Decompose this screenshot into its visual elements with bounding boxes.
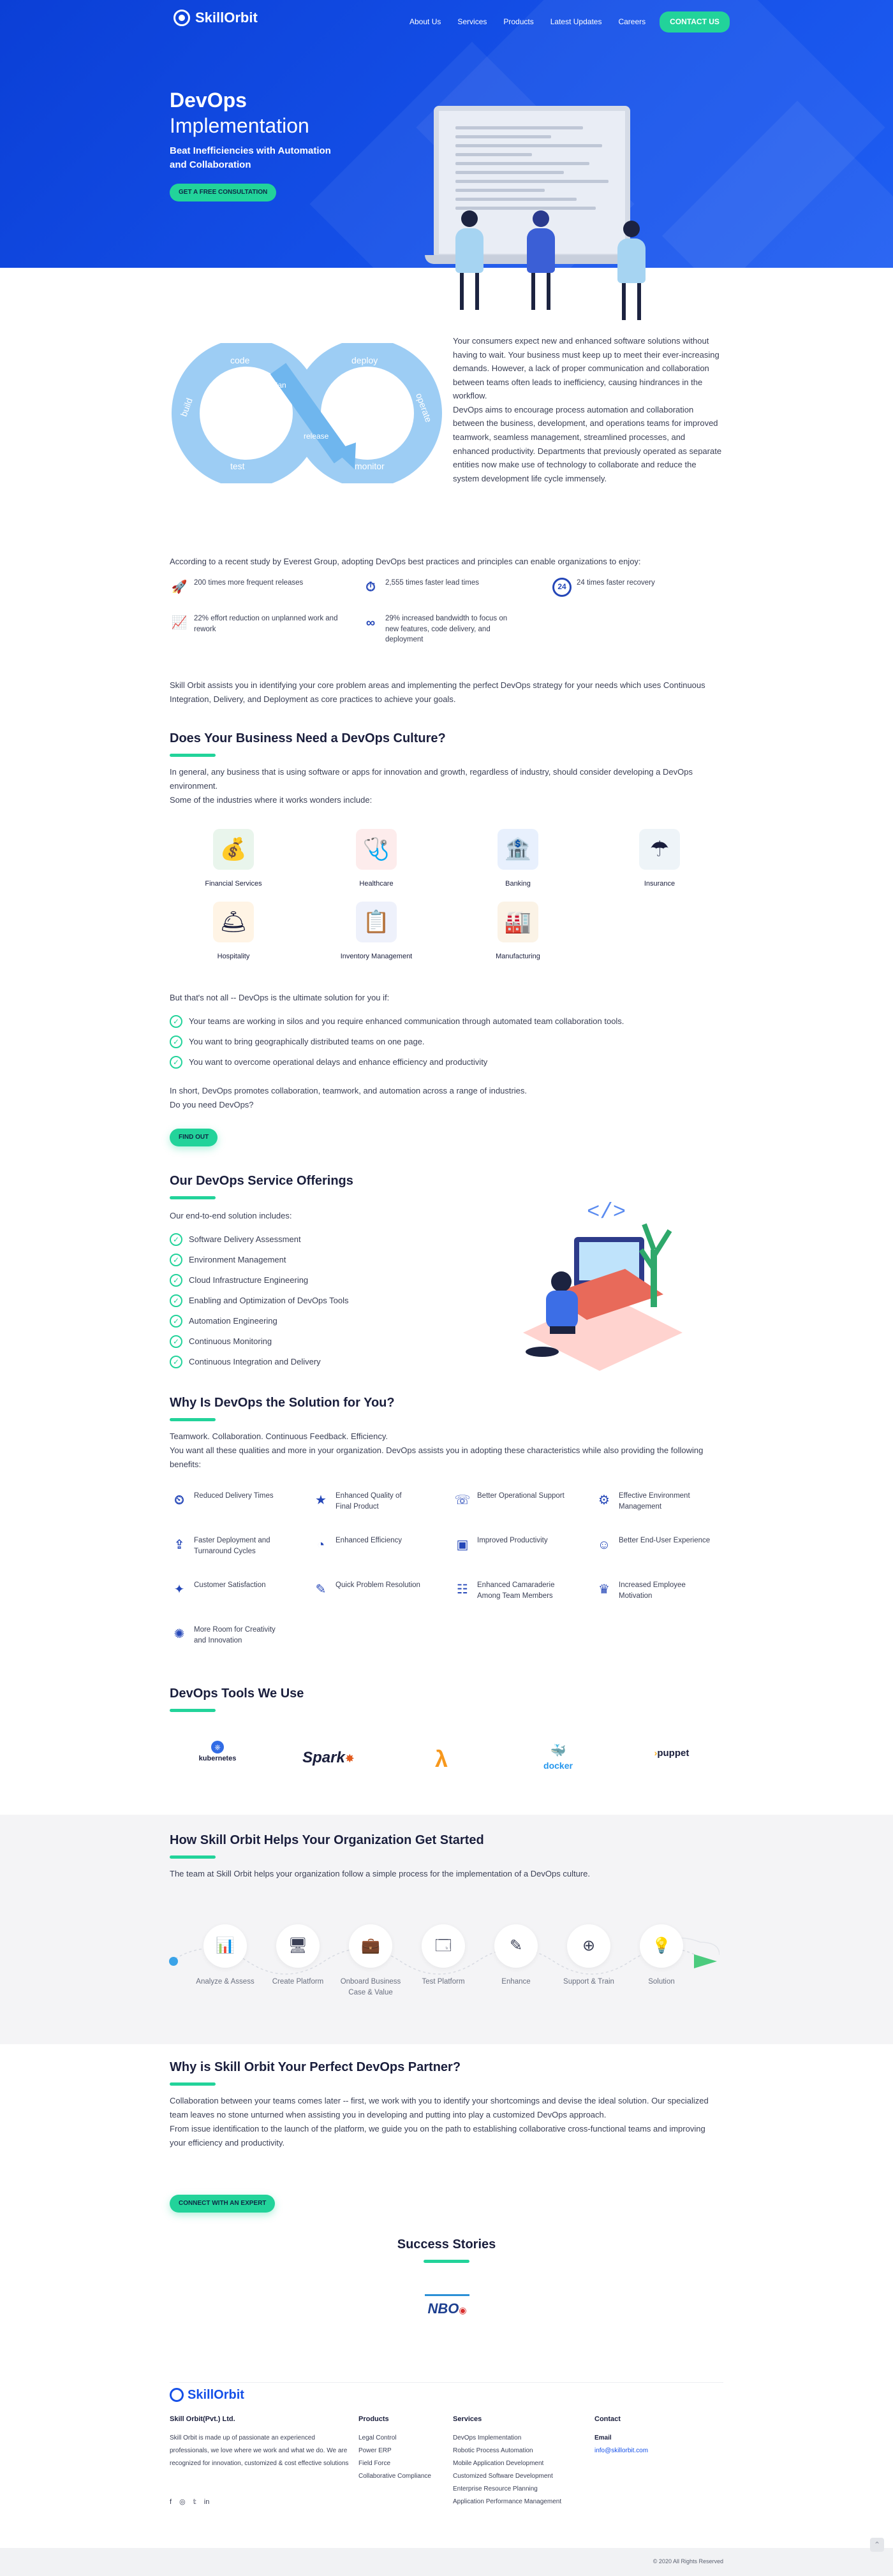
free-consultation-button[interactable]: GET A FREE CONSULTATION xyxy=(170,184,276,201)
heading-underline xyxy=(170,2082,216,2086)
stat-item: 24 24 times faster recovery xyxy=(552,578,699,597)
twitter-icon[interactable]: 𝕥 xyxy=(193,2498,196,2506)
heading-underline xyxy=(170,1196,216,1199)
list-item: ✓ Cloud Infrastructure Engineering xyxy=(170,1270,438,1291)
benefit-item: ◔ Enhanced Efficiency xyxy=(311,1535,439,1555)
heading-underline xyxy=(170,1709,216,1712)
svg-text:</>: </> xyxy=(587,1201,626,1225)
section-heading: DevOps Tools We Use xyxy=(170,1687,304,1701)
copyright-bar: © 2020 All Rights Reserved xyxy=(0,2548,893,2576)
team-icon: ☷ xyxy=(457,1582,468,1597)
footer-link[interactable]: Customized Software Development xyxy=(453,2472,553,2480)
process-step: ⊕ Support & Train xyxy=(554,1924,624,1987)
heading-underline xyxy=(170,754,216,757)
benefit-item: ⏲ Reduced Delivery Times xyxy=(170,1491,297,1510)
cycle-label: test xyxy=(230,461,245,471)
find-out-button[interactable]: FIND OUT xyxy=(170,1129,218,1146)
footer-link[interactable]: DevOps Implementation xyxy=(453,2434,522,2441)
briefcase-icon: 💼 xyxy=(349,1924,392,1968)
test-platform-icon: 🗔 xyxy=(422,1924,465,1968)
list-item: ✓ Your teams are working in silos and you require enhanced communication through automated team collaboration tools. xyxy=(170,1011,723,1032)
process-step: ✎ Enhance xyxy=(481,1924,551,1987)
process-step: 💼 Onboard Business Case & Value xyxy=(336,1924,406,1999)
benefit-item: ✺ More Room for Creativity and Innovation xyxy=(170,1625,278,1646)
ops-label: Ops xyxy=(347,402,387,425)
social-links xyxy=(170,2497,209,2508)
check-icon: ✓ xyxy=(170,1294,182,1307)
stat-item: ∞ 29% increased bandwidth to focus on new features, code delivery, and deployment xyxy=(361,613,514,645)
star-icon: ✸ xyxy=(344,1752,355,1765)
umbrella-icon: ☂ xyxy=(639,829,680,870)
team-member-illustration xyxy=(455,210,483,310)
cycle-label: operate xyxy=(414,392,434,424)
connect-expert-button[interactable]: CONNECT WITH AN EXPERT xyxy=(170,2195,275,2213)
partner-text: Collaboration between your teams comes later -- first, we work with you to identify your shortcomings and devise the ideal solution. Our specialized team leaves no stone unturned when assisting you in developing and putting into play a customized DevOps approach. From issue identification to the launch of the platform, we guide you on the path to establishing collaborative cross-functional teams and improving your efficiency and productivity. xyxy=(170,2096,709,2148)
footer-products: Products Legal Control Power ERP Field Force Collaborative Compliance xyxy=(358,2415,431,2480)
main-nav xyxy=(410,11,730,33)
devops-infinity-graphic xyxy=(170,343,444,483)
list-item: ✓ Environment Management xyxy=(170,1250,438,1270)
success-heading-block xyxy=(0,2237,893,2263)
check-icon: ✓ xyxy=(170,1233,182,1246)
rocket-icon: 🚀 xyxy=(171,580,188,594)
industry-healthcare: 🩺 Healthcare xyxy=(338,829,415,890)
check-icon: ✓ xyxy=(170,1254,182,1266)
heading-underline xyxy=(170,1855,216,1859)
magic-wand-icon: ✎ xyxy=(494,1924,538,1968)
kubernetes-logo: ⎈ kubernetes xyxy=(189,1741,246,1765)
monitor-icon: 🖥 xyxy=(276,1924,320,1968)
efficiency-icon: ◔ xyxy=(316,1537,325,1552)
process-lead: The team at Skill Orbit helps your organization follow a simple process for the implementation of a DevOps culture. xyxy=(170,1869,590,1878)
process-step: 🗔 Test Platform xyxy=(408,1924,478,1987)
orbit-logo-icon xyxy=(173,10,190,26)
facebook-icon[interactable]: f xyxy=(170,2498,172,2506)
developer-desk-illustration xyxy=(498,1199,689,1384)
process-start-dot xyxy=(169,1957,178,1966)
heading-underline xyxy=(424,2260,469,2263)
nav-item-products[interactable]: Products xyxy=(503,17,534,26)
industry-financial-services: 💰 Financial Services xyxy=(195,829,272,890)
team-member-illustration xyxy=(527,210,555,310)
lightbulb-icon: 💡 xyxy=(640,1924,683,1968)
solution-text: Teamwork. Collaboration. Continuous Feedback. Efficiency. You want all these qualities and more in your organization. DevOps assists you in adopting these characteristics while also providing the following benefits: xyxy=(170,1431,704,1470)
nav-item-services[interactable]: Services xyxy=(457,17,487,26)
benefit-item: ✎ Quick Problem Resolution xyxy=(311,1580,439,1599)
list-item: ✓ Enabling and Optimization of DevOps Tools xyxy=(170,1291,438,1311)
kubernetes-wheel-icon: ⎈ xyxy=(211,1741,224,1753)
benefit-item: ☏ Better Operational Support xyxy=(453,1491,580,1510)
24-hours-icon: 24 xyxy=(552,578,572,597)
nav-item-latest-updates[interactable]: Latest Updates xyxy=(550,17,602,26)
hero-section xyxy=(0,0,893,268)
benefit-item: ☺ Better End-User Experience xyxy=(594,1535,722,1555)
environment-icon: ⚙ xyxy=(598,1493,610,1507)
list-item: ✓ Continuous Monitoring xyxy=(170,1331,438,1352)
stat-item: 🚀 200 times more frequent releases xyxy=(170,578,316,597)
section-heading: Why Is DevOps the Solution for You? xyxy=(170,1396,395,1410)
check-icon: ✓ xyxy=(170,1015,182,1028)
footer-divider xyxy=(170,2382,723,2383)
satisfaction-icon: ✦ xyxy=(173,1582,185,1597)
cycle-label: code xyxy=(230,355,250,365)
team-member-illustration xyxy=(617,221,646,320)
check-icon: ✓ xyxy=(170,1036,182,1048)
nav-item-careers[interactable]: Careers xyxy=(618,17,646,26)
footer-link[interactable]: Enterprise Resource Planning xyxy=(453,2485,538,2492)
industry-insurance: ☂ Insurance xyxy=(621,829,698,890)
effort-icon: 📈 xyxy=(171,615,188,630)
culture-lead: But that's not all -- DevOps is the ultimate solution for you if: xyxy=(170,993,390,1002)
footer-link[interactable]: Collaborative Compliance xyxy=(358,2472,431,2480)
whale-icon: 🐳 xyxy=(550,1744,566,1758)
cycle-label: monitor xyxy=(355,461,385,471)
tools-heading-block xyxy=(170,1686,723,1712)
quality-icon: ★ xyxy=(315,1493,327,1507)
dev-label: Dev xyxy=(227,402,265,425)
partner-heading-block xyxy=(170,2060,723,2086)
check-icon: ✓ xyxy=(170,1056,182,1069)
linkedin-icon[interactable]: in xyxy=(203,2498,210,2506)
footer-logo[interactable]: SkillOrbit xyxy=(170,2385,244,2405)
culture-checklist xyxy=(170,1011,723,1072)
medical-icon: 🩺 xyxy=(356,829,397,870)
cycle-label: deploy xyxy=(351,355,378,365)
culture-heading-block xyxy=(170,731,723,757)
culture-text: In general, any business that is using software or apps for innovation and growth, regardless of industry, should consider developing a DevOps environment. Some of the industries where it works wonders include: xyxy=(170,767,693,805)
factory-icon: 🏭 xyxy=(498,902,538,942)
culture-closing: In short, DevOps promotes collaboration, teamwork, and automation across a range of industries. Do you need DevOps? xyxy=(170,1086,528,1110)
check-icon: ✓ xyxy=(170,1335,182,1348)
stat-item: 📈 22% effort reduction on unplanned work and rework xyxy=(170,613,355,634)
scroll-to-top-icon[interactable]: ⌃ xyxy=(870,2538,884,2552)
stat-item: ⏱ 2,555 times faster lead times xyxy=(361,578,508,597)
process-heading-block xyxy=(170,1833,723,1859)
docker-logo: 🐳 docker xyxy=(529,1741,587,1773)
solution-heading-block xyxy=(170,1395,723,1421)
bandwidth-icon: ∞ xyxy=(365,615,376,630)
list-item: ✓ Software Delivery Assessment xyxy=(170,1229,438,1250)
check-icon: ✓ xyxy=(170,1274,182,1287)
offerings-lead: Our end-to-end solution includes: xyxy=(170,1211,292,1220)
benefit-item: ★ Enhanced Quality of Final Product xyxy=(311,1491,413,1512)
footer-link[interactable]: Application Performance Management xyxy=(453,2498,562,2505)
section-heading: Our DevOps Service Offerings xyxy=(170,1174,353,1188)
list-item: ✓ Continuous Integration and Delivery xyxy=(170,1352,438,1372)
stopwatch-icon: ⏱ xyxy=(365,580,376,594)
list-item: ✓ Automation Engineering xyxy=(170,1311,438,1331)
section-heading: How Skill Orbit Helps Your Organization Get Started xyxy=(170,1833,484,1847)
hero-subtitle: Implementation xyxy=(170,114,309,137)
process-section xyxy=(0,1815,893,2044)
footer-link[interactable]: Legal Control xyxy=(358,2434,397,2441)
benefit-item: ☷ Enhanced Camaraderie Among Team Members xyxy=(453,1580,561,1601)
industry-inventory-management: 📋 Inventory Management xyxy=(338,902,415,963)
bank-icon: 🏦 xyxy=(498,829,538,870)
footer-about: Skill Orbit(Pvt.) Ltd. Skill Orbit is made up of passionate an experienced professionals, we love where we work and what we do. We are recognized for innovation, customized & cost effective solutions xyxy=(170,2415,349,2467)
heading-underline xyxy=(170,1418,216,1421)
industry-manufacturing: 🏭 Manufacturing xyxy=(480,902,556,963)
footer-link[interactable]: Power ERP xyxy=(358,2447,392,2454)
process-step: 📊 Analyze & Assess xyxy=(190,1924,260,1987)
footer-contact: Contact Email info@skillorbit.com xyxy=(594,2415,649,2454)
footer-link[interactable]: Field Force xyxy=(358,2459,391,2467)
cycle-label: plan xyxy=(272,381,286,390)
section-heading: Why is Skill Orbit Your Perfect DevOps Partner? xyxy=(170,2060,461,2074)
benefit-item: ▣ Improved Productivity xyxy=(453,1535,580,1555)
footer-link[interactable]: Robotic Process Automation xyxy=(453,2447,533,2454)
intro-text: Your consumers expect new and enhanced software solutions without having to wait. Your business must keep up to meet their ever-increasing demands. However, a lack of proper communication and collaboration between teams often leads to inefficiency, causing hindrances in the workflow. DevOps aims to encourage process automation and collaboration between the business, development, and operations teams for improved teamwork, seamless management, streamlined processes, and enhanced productivity. Departments that previously operated as separate entities now make use of technology to collaborate and reduce the system development life cycle immensely. xyxy=(453,336,722,483)
check-icon: ✓ xyxy=(170,1356,182,1368)
study-closing: Skill Orbit assists you in identifying your core problem areas and implementing the perfect DevOps strategy for your needs which uses Continuous Integration, Delivery, and Deployment as core practices to achieve your goals. xyxy=(170,680,705,705)
hero-title: DevOps xyxy=(170,89,247,112)
delivery-time-icon: ⏲ xyxy=(174,1493,184,1507)
motivation-icon: ♛ xyxy=(598,1582,610,1597)
footer-services: Services DevOps Implementation Robotic Process Automation Mobile Application Development Customized Software Development Enterprise Resource Planning Application Performance Management xyxy=(453,2415,562,2505)
client-logo-nbo: NBO◉ xyxy=(418,2294,476,2320)
offerings-heading-block xyxy=(170,1173,723,1199)
process-end-arrow-icon xyxy=(694,1954,717,1968)
puppet-logo: ›puppet xyxy=(654,1748,690,1759)
money-icon: 💰 xyxy=(213,829,254,870)
puppet-mark-icon: › xyxy=(654,1748,658,1758)
list-item: ✓ You want to bring geographically distributed teams on one page. xyxy=(170,1032,723,1052)
industry-hospitality: 🛎 Hospitality xyxy=(195,902,272,963)
contact-us-button[interactable]: CONTACT US xyxy=(660,11,730,33)
cycle-label: build xyxy=(178,397,195,418)
process-step: 🖥 Create Platform xyxy=(263,1924,333,1987)
study-lead: According to a recent study by Everest Group, adopting DevOps best practices and principles can enable organizations to enjoy: xyxy=(170,557,641,566)
check-icon: ✓ xyxy=(170,1315,182,1328)
cycle-label: release xyxy=(304,432,329,441)
user-experience-icon: ☺ xyxy=(597,1537,611,1552)
hospitality-icon: 🛎 xyxy=(213,902,254,942)
bar-chart-icon: 📊 xyxy=(203,1924,247,1968)
brand-logo[interactable]: SkillOrbit xyxy=(173,6,258,29)
list-item: ✓ You want to overcome operational delays and enhance efficiency and productivity xyxy=(170,1052,723,1072)
orbit-logo-icon xyxy=(170,2388,184,2402)
deployment-icon: ⇪ xyxy=(173,1537,185,1552)
benefit-item: ♛ Increased Employee Motivation xyxy=(594,1580,703,1601)
hero-tagline: Beat Inefficiencies with Automation and Collaboration xyxy=(170,145,331,170)
email-link[interactable]: info@skillorbit.com xyxy=(594,2447,649,2454)
instagram-icon[interactable]: ◎ xyxy=(179,2498,186,2506)
benefit-item: ✦ Customer Satisfaction xyxy=(170,1580,297,1599)
process-step: 💡 Solution xyxy=(626,1924,697,1987)
section-heading: Success Stories xyxy=(397,2237,496,2251)
benefit-item: ⚙ Effective Environment Management xyxy=(594,1491,703,1512)
offerings-list xyxy=(170,1229,438,1372)
section-heading: Does Your Business Need a DevOps Culture? xyxy=(170,731,446,745)
nav-item-about[interactable]: About Us xyxy=(410,17,441,26)
support-icon: ☏ xyxy=(454,1493,471,1507)
productivity-icon: ▣ xyxy=(456,1537,469,1552)
industry-banking: 🏦 Banking xyxy=(480,829,556,890)
problem-resolution-icon: ✎ xyxy=(315,1582,327,1597)
lifebuoy-icon: ⊕ xyxy=(567,1924,610,1968)
benefit-item: ⇪ Faster Deployment and Turnaround Cycles xyxy=(170,1535,284,1556)
spark-logo: Spark✸ xyxy=(302,1749,355,1766)
creativity-icon: ✺ xyxy=(173,1627,185,1641)
clipboard-icon: 📋 xyxy=(356,902,397,942)
footer-link[interactable]: Mobile Application Development xyxy=(453,2459,544,2467)
aws-lambda-logo: λ xyxy=(434,1746,448,1772)
